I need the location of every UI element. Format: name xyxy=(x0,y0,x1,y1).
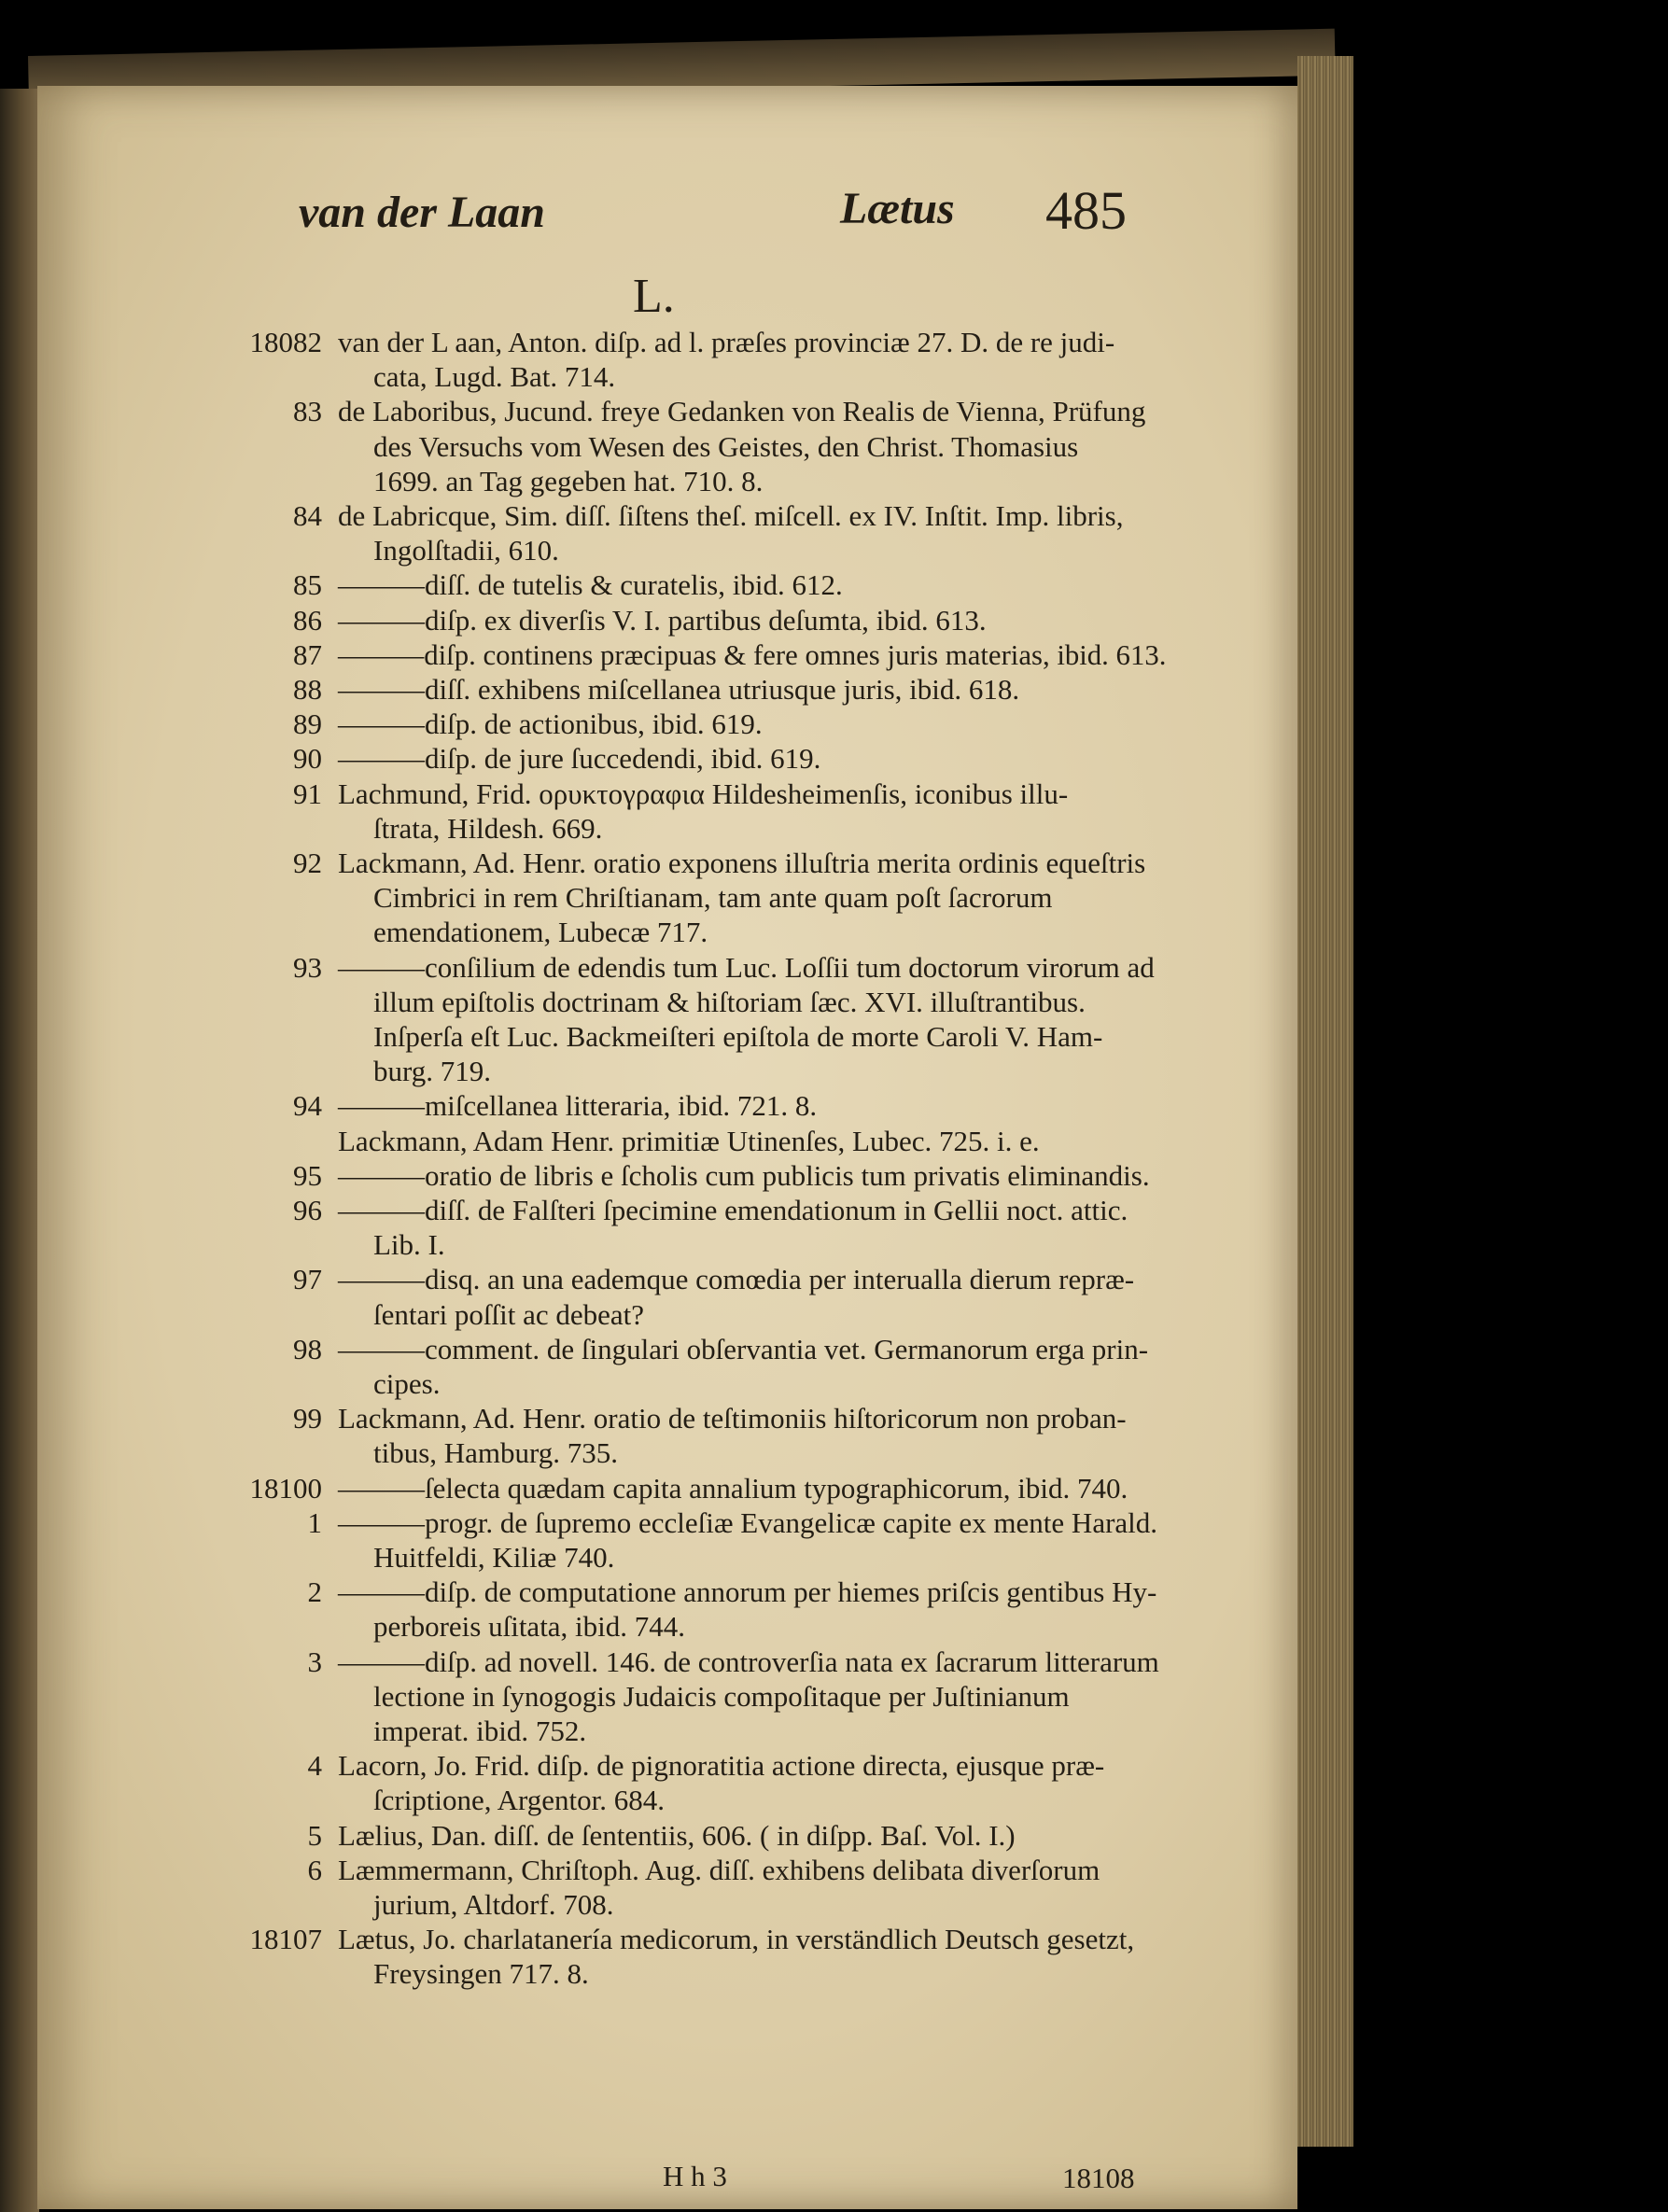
entry-number: 95 xyxy=(293,1158,322,1192)
entry-number: 99 xyxy=(293,1402,322,1435)
entry-line: ———miſcellanea litteraria, ibid. 721. 8. xyxy=(338,1089,818,1123)
entry-continuation-line: Freysingen 717. 8. xyxy=(373,1957,589,1991)
entry-line: Lælius, Dan. diſſ. de ſententiis, 606. ( in diſpp. Baſ. Vol. I.) xyxy=(338,1818,1016,1852)
entry-continuation-line: Cimbrici in rem Chriſtianam, tam ante quam poſt ſacrorum xyxy=(373,881,1053,915)
entry-number: 92 xyxy=(293,847,322,879)
entry-line: ———diſp. de actionibus, ibid. 619. xyxy=(338,707,763,741)
entry-continuation-line: ſentari poſſit ac debeat? xyxy=(373,1297,645,1331)
entry-number: 84 xyxy=(293,499,322,532)
entry-line: ———oratio de libris e ſcholis cum publicis tum privatis eliminandis. xyxy=(338,1158,1150,1192)
entry-continuation-line: des Versuchs vom Wesen des Geistes, den Christ. Thomasius xyxy=(373,429,1079,463)
signature-mark: H h 3 xyxy=(663,2160,727,2192)
entry-line: Lacorn, Jo. Frid. diſp. de pignoratitia actione directa, ejusque præ- xyxy=(338,1749,1105,1783)
entry-number: 18082 xyxy=(249,326,322,358)
running-header-center: Lætus xyxy=(840,184,955,233)
entry-number: 18100 xyxy=(249,1471,322,1505)
entry-line: ———diſſ. exhibens miſcellanea utriusque juris, ibid. 618. xyxy=(338,673,1020,706)
entry-line: ———diſp. continens præcipuas & fere omnes juris materias, ibid. 613. xyxy=(338,637,1167,671)
entry-line: Lackmann, Adam Henr. primitiæ Utinenſes, Lubec. 725. i. e. xyxy=(338,1124,1040,1157)
entry-continuation-line: ſtrata, Hildesh. 669. xyxy=(373,811,603,845)
entry-line: ———diſp. de jure ſuccedendi, ibid. 619. xyxy=(338,742,821,776)
entry-continuation-line: imperat. ibid. 752. xyxy=(373,1715,587,1747)
entry-continuation-line: tibus, Hamburg. 735. xyxy=(373,1436,619,1470)
entry-continuation-line: jurium, Altdorf. 708. xyxy=(373,1888,614,1921)
entry-continuation-line: Lib. I. xyxy=(373,1228,445,1262)
entry-line: ———disq. an una eademque comœdia per interualla dierum repræ- xyxy=(338,1263,1135,1296)
entry-number: 4 xyxy=(307,1749,322,1783)
entry-line: de Labricque, Sim. diſſ. ſiſtens theſ. miſcell. ex IV. Inſtit. Imp. libris, xyxy=(338,499,1124,532)
entry-line: ———progr. de ſupremo eccleſiæ Evangelicæ capite ex mente Harald. xyxy=(338,1505,1158,1539)
entry-number: 97 xyxy=(293,1263,322,1296)
entry-number: 18107 xyxy=(249,1923,322,1956)
section-letter: L. xyxy=(633,270,675,323)
entry-number: 5 xyxy=(307,1818,322,1852)
entry-line: Lackmann, Ad. Henr. oratio de teſtimoniis hiſtoricorum non proban- xyxy=(338,1402,1127,1435)
entry-line: Lætus, Jo. charlatanería medicorum, in verständlich Deutsch gesetzt, xyxy=(338,1923,1135,1956)
entry-number: 2 xyxy=(307,1575,322,1609)
entry-continuation-line: Ingolſtadii, 610. xyxy=(373,534,559,567)
entry-line: ———diſp. ad novell. 146. de controverſia nata ex ſacrarum litterarum xyxy=(338,1645,1159,1678)
entry-line: ———ſelecta quædam capita annalium typographicorum, ibid. 740. xyxy=(338,1471,1128,1505)
entry-number: 1 xyxy=(307,1505,322,1539)
entry-line: ———comment. de ſingulari obſervantia vet. Germanorum erga prin- xyxy=(338,1332,1149,1365)
entry-continuation-line: perboreis uſitata, ibid. 744. xyxy=(373,1610,686,1644)
entry-continuation-line: Huitfeldi, Kiliæ 740. xyxy=(373,1541,615,1574)
entry-number: 86 xyxy=(293,603,322,637)
entry-number: 90 xyxy=(293,742,322,776)
entry-number: 87 xyxy=(293,637,322,671)
entry-line: Lackmann, Ad. Henr. oratio exponens illuſtria merita ordinis equeſtris xyxy=(338,847,1146,879)
entry-number: 83 xyxy=(293,395,322,428)
entry-line: van der L aan, Anton. diſp. ad l. præſes provinciæ 27. D. de re judi- xyxy=(338,326,1115,358)
entry-number: 94 xyxy=(293,1089,322,1123)
entry-continuation-line: illum epiſtolis doctrinam & hiſtoriam ſæc. XVI. illuſtrantibus. xyxy=(373,985,1086,1018)
entry-line: ———diſſ. de tutelis & curatelis, ibid. 612. xyxy=(338,568,843,602)
entry-number: 6 xyxy=(307,1853,322,1886)
entry-number: 88 xyxy=(293,673,322,706)
entry-continuation-line: cipes. xyxy=(373,1367,441,1400)
entry-number: 96 xyxy=(293,1194,322,1226)
entry-continuation-line: cata, Lugd. Bat. 714. xyxy=(373,360,616,394)
entry-line: Læmmermann, Chriſtoph. Aug. diſſ. exhibens delibata diverſorum xyxy=(338,1853,1100,1886)
catchword: 18108 xyxy=(1062,2162,1135,2194)
entry-line: ———diſp. ex diverſis V. I. partibus deſumta, ibid. 613. xyxy=(338,603,987,637)
entry-continuation-line: 1699. an Tag gegeben hat. 710. 8. xyxy=(373,464,764,497)
page-number: 485 xyxy=(1045,180,1127,241)
entry-line: ———diſp. de computatione annorum per hiemes priſcis gentibus Hy- xyxy=(338,1575,1157,1609)
entry-line: ———diſſ. de Falſteri ſpecimine emendationum in Gellii noct. attic. xyxy=(338,1194,1128,1226)
entry-line: de Laboribus, Jucund. freye Gedanken von Realis de Vienna, Prüfung xyxy=(338,395,1146,428)
entry-continuation-line: burg. 719. xyxy=(373,1055,492,1088)
entry-number: 93 xyxy=(293,950,322,984)
running-header-left: van der Laan xyxy=(299,188,545,237)
entry-number: 91 xyxy=(293,777,322,810)
entry-number: 3 xyxy=(307,1645,322,1678)
entry-number: 85 xyxy=(293,568,322,602)
entry-continuation-line: emendationem, Lubecæ 717. xyxy=(373,916,708,949)
entry-line: Lachmund, Frid. ορυκτογραφια Hildesheimenſis, iconibus illu- xyxy=(338,777,1069,810)
entry-number: 89 xyxy=(293,707,322,741)
entry-continuation-line: ſcriptione, Argentor. 684. xyxy=(373,1784,665,1817)
entry-continuation-line: lectione in ſynogogis Judaicis compoſitaque per Juſtinianum xyxy=(373,1679,1070,1713)
entry-line: ———conſilium de edendis tum Luc. Loſſii tum doctorum virorum ad xyxy=(338,950,1155,984)
entry-continuation-line: Inſperſa eſt Luc. Backmeiſteri epiſtola de morte Caroli V. Ham- xyxy=(373,1020,1103,1053)
entry-number: 98 xyxy=(293,1332,322,1365)
